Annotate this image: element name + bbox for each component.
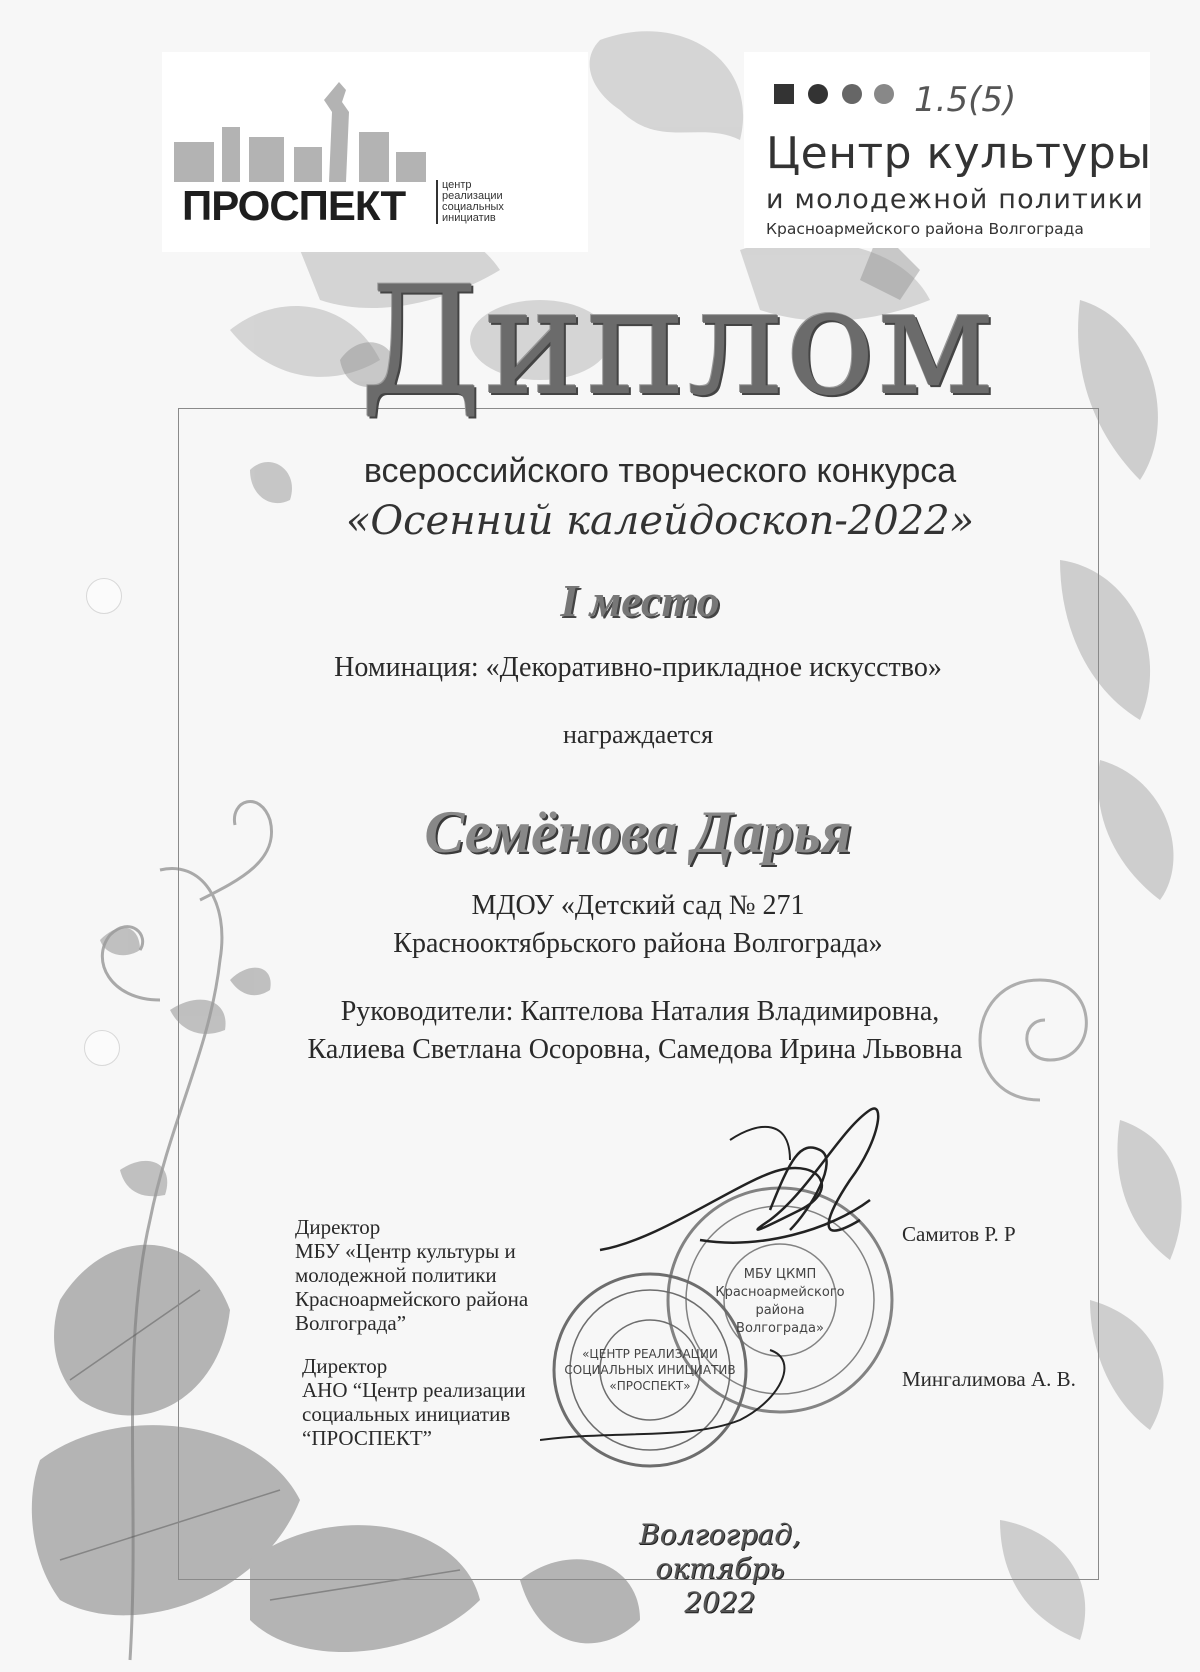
signatory-line: Директор <box>302 1354 388 1378</box>
nomination: Номинация: «Декоративно-прикладное искусство» <box>334 652 942 683</box>
place-award: I место <box>560 575 720 626</box>
stamp-1-text: «ПРОСПЕКТ» <box>609 1379 691 1393</box>
date: октябрь 2022 <box>655 1552 785 1619</box>
culture-center-line3: Красноармейского района Волгограда <box>766 220 1084 238</box>
stamp-1-text: «ЦЕНТР РЕАЛИЗАЦИИ <box>582 1347 718 1361</box>
stamp-2-text: Красноармейского <box>715 1285 845 1300</box>
prospekt-brand: ПРОСПЕКТ <box>182 182 406 229</box>
signatory-line: молодежной политики <box>295 1263 497 1287</box>
signatory-line: “ПРОСПЕКТ” <box>302 1426 432 1450</box>
tagline-line: социальных <box>442 201 504 213</box>
diploma-title: Диплом <box>360 255 997 429</box>
stamps-and-signatures <box>540 1100 1140 1480</box>
culture-center-line1: Центр культуры <box>766 128 1152 179</box>
handwritten-signature-2 <box>540 1127 790 1440</box>
stamp-1-text: СОЦИАЛЬНЫХ ИНИЦИАТИВ <box>564 1363 736 1377</box>
culture-center-line2: и молодежной политики <box>766 184 1145 215</box>
handwritten-signature-1 <box>600 1108 878 1250</box>
stamp-2-text: района <box>755 1303 805 1318</box>
signatory-line: Директор <box>295 1215 381 1239</box>
city: Волгоград, <box>639 1518 801 1551</box>
organization-line2: Краснооктябрьского района Волгограда» <box>393 928 883 959</box>
awarded-label: награждается <box>562 720 714 749</box>
recipient-name: Семёнова Дарья <box>424 799 852 865</box>
punch-hole-top <box>86 578 122 614</box>
signatory-line: АНО “Центр реализации <box>302 1378 526 1402</box>
tagline-line: инициатив <box>442 212 496 224</box>
place-and-date <box>620 1518 820 1620</box>
signatory-line: Волгограда” <box>295 1311 407 1335</box>
signatory-2-title <box>302 1354 526 1450</box>
leaders-line2: Калиева Светлана Осоровна, Самедова Ирина Львовна <box>307 1034 963 1065</box>
stamp-2-text: МБУ ЦКМП <box>743 1267 817 1282</box>
signatory-line: Красноармейского района <box>295 1287 529 1311</box>
prospekt-logo <box>162 52 588 252</box>
signatory-2-name: Мингалимова А. В. <box>902 1367 1076 1391</box>
leaders-line1: Руководители: Каптелова Наталия Владимировна, <box>340 996 940 1027</box>
signatory-1-title <box>295 1215 528 1335</box>
signatory-line: МБУ «Центр культуры и <box>295 1239 516 1263</box>
culture-center-logo <box>744 52 1150 248</box>
signatory-1-name: Самитов Р. Р <box>902 1222 1016 1246</box>
prospekt-tagline <box>436 180 532 224</box>
punch-hole-bottom <box>84 1030 120 1066</box>
handwritten-note: 1.5(5) <box>914 80 1017 120</box>
signatory-line: социальных инициатив <box>302 1402 511 1426</box>
logo-dots-icon <box>774 80 894 110</box>
stamp-2-text: Волгограда» <box>736 1321 824 1336</box>
tagline-line: центр <box>442 179 472 191</box>
tagline-line: реализации <box>442 190 503 202</box>
contest-name: «Осенний калейдоскоп-2022» <box>345 498 975 544</box>
city-skyline-icon <box>174 82 434 182</box>
organization-line1: МДОУ «Детский сад № 271 <box>471 890 805 921</box>
contest-subtitle: всероссийского творческого конкурса <box>363 452 957 490</box>
